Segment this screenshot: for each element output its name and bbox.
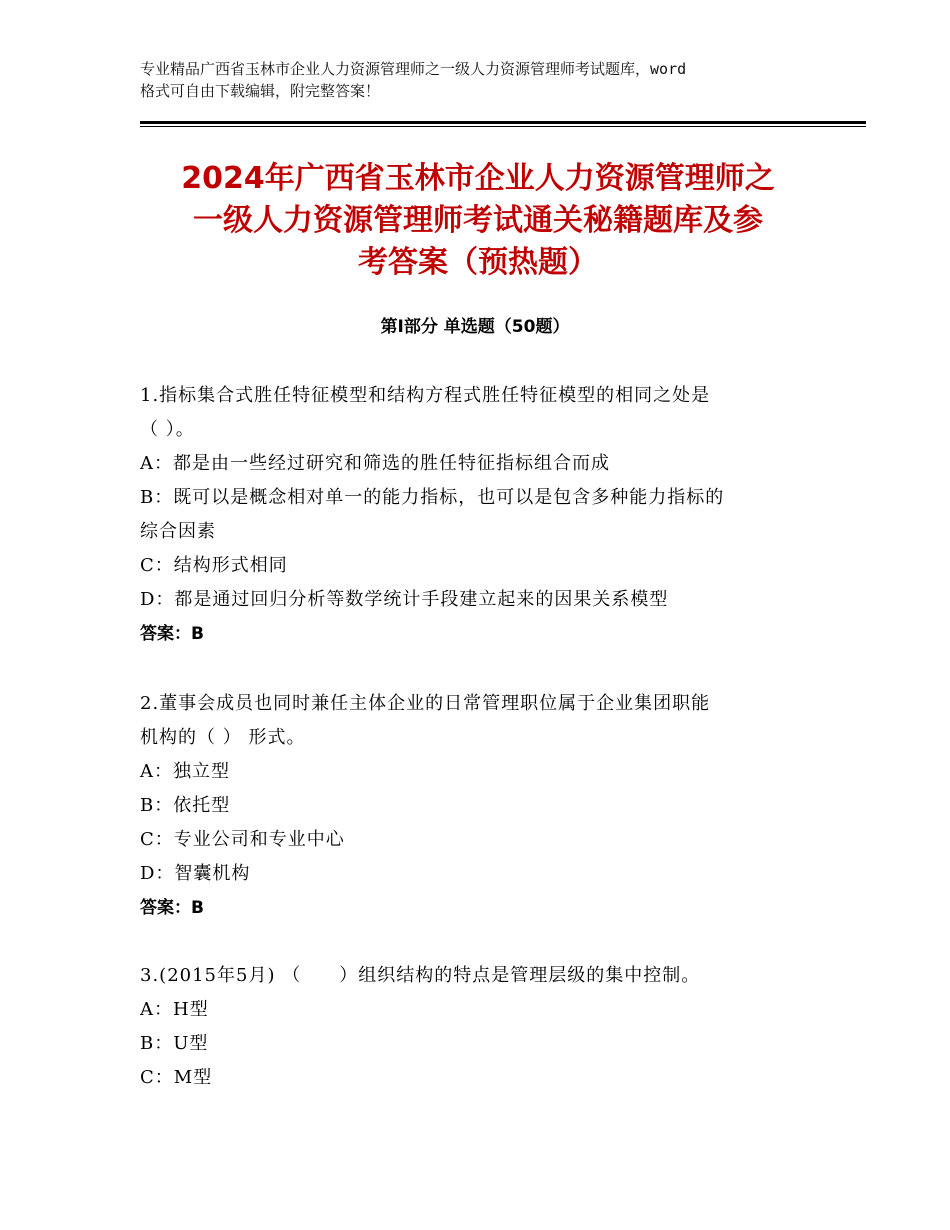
question-3-option-a: A：H型 bbox=[140, 999, 209, 1020]
section-heading: 第Ⅰ部分 单选题（50题） bbox=[380, 317, 570, 337]
question-2-option-a: A：独立型 bbox=[140, 761, 230, 782]
question-1-answer: 答案：B bbox=[140, 624, 204, 644]
question-1-option-d: D：都是通过回归分析等数学统计手段建立起来的因果关系模型 bbox=[140, 589, 669, 610]
question-1-stem-line-1: 1.指标集合式胜任特征模型和结构方程式胜任特征模型的相同之处是 bbox=[140, 385, 711, 406]
question-2-answer: 答案：B bbox=[140, 898, 204, 918]
question-2-option-b: B：依托型 bbox=[140, 795, 231, 816]
header-divider-thin bbox=[140, 126, 866, 127]
question-1-stem-line-2: （ ）。 bbox=[140, 419, 195, 440]
header-note-line-1: 专业精品广西省玉林市企业人力资源管理师之一级人力资源管理师考试题库，word bbox=[140, 60, 687, 78]
header-note bbox=[140, 58, 830, 102]
title-line-2: 一级人力资源管理师考试通关秘籍题库及参 bbox=[193, 203, 763, 238]
document-title bbox=[120, 158, 836, 284]
question-2-option-c: C：专业公司和专业中心 bbox=[140, 829, 345, 850]
title-line-1: 2024年广西省玉林市企业人力资源管理师之 bbox=[181, 161, 775, 196]
question-1-option-a: A：都是由一些经过研究和筛选的胜任特征指标组合而成 bbox=[140, 453, 610, 474]
question-3-stem-line-1: 3.(2015年5月) （ ）组织结构的特点是管理层级的集中控制。 bbox=[140, 965, 701, 986]
header-divider-thick bbox=[140, 121, 866, 124]
question-2-option-d: D：智囊机构 bbox=[140, 863, 251, 884]
header-note-line-2: 格式可自由下载编辑，附完整答案！ bbox=[140, 82, 381, 100]
question-1-option-b-line-2: 综合因素 bbox=[140, 521, 216, 542]
title-line-3: 考答案（预热题） bbox=[358, 245, 598, 280]
question-3-option-c: C：M型 bbox=[140, 1067, 213, 1088]
question-1-option-b-line-1: B：既可以是概念相对单一的能力指标，也可以是包含多种能力指标的 bbox=[140, 487, 725, 508]
question-1-option-c: C：结构形式相同 bbox=[140, 555, 288, 576]
question-2-stem-line-2: 机构的（ ） 形式。 bbox=[140, 727, 306, 748]
question-3-option-b: B：U型 bbox=[140, 1033, 209, 1054]
question-2-stem-line-1: 2.董事会成员也同时兼任主体企业的日常管理职位属于企业集团职能 bbox=[140, 693, 711, 714]
